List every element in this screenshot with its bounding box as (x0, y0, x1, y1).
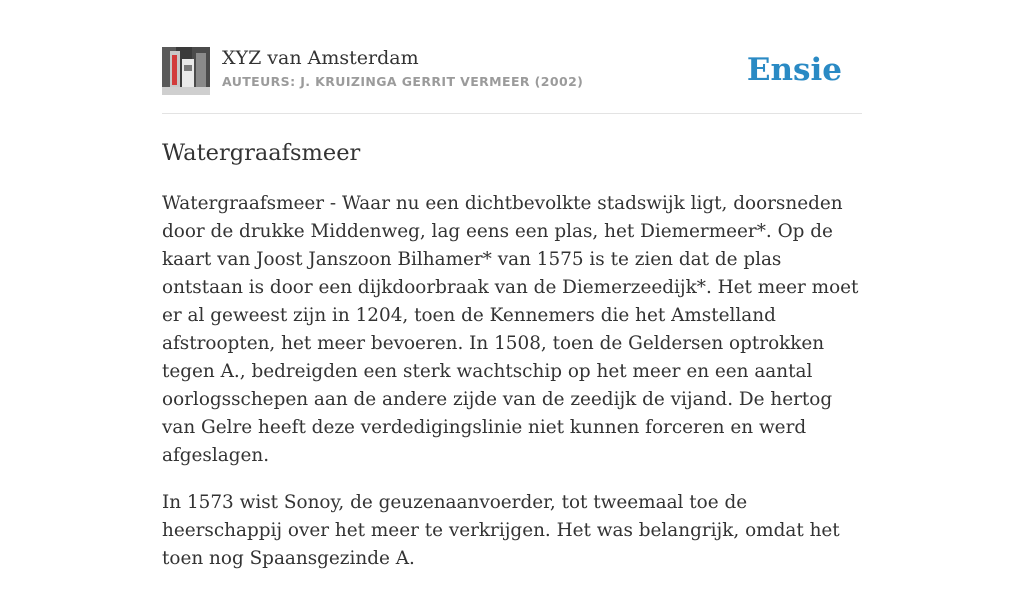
book-cover-thumbnail-icon[interactable] (162, 47, 210, 95)
article-paragraph: Watergraafsmeer - Waar nu een dichtbevolkte stadswijk ligt, doorsneden door de drukke Middenweg, lag eens een plas, het Diemermeer*. Op de kaart van Joost Janszoon Bilhamer* van 1575 is te zien dat de plas ontstaan is door een dijkdoorbraak van de Diemerzeedijk*. Het meer moet er al geweest zijn in 1204, toen de Kennemers die het Amstelland afstroopten, het meer bevoeren. In 1508, toen de Geldersen optrokken tegen A., bedreigden een sterk wachtschip op het meer en een aantal oorlogsschepen aan de andere zijde van de zeedijk de vijand. De hertog van Gelre heeft deze verdedigingslinie niet kunnen forceren en werd afgeslagen. (162, 193, 859, 466)
article-title: Watergraafsmeer (162, 140, 361, 166)
ensie-logo[interactable]: Ensie (746, 52, 842, 88)
article-paragraph: In 1573 wist Sonoy, de geuzenaanvoerder, tot tweemaal toe de heerschappij over het meer te verkrijgen. Het was belangrijk, omdat het toen nog Spaansgezinde A. (162, 492, 840, 569)
article-body (162, 190, 866, 592)
book-authors: AUTEURS: J. KRUIZINGA GERRIT VERMEER (2002) (222, 74, 584, 89)
book-title[interactable]: XYZ van Amsterdam (222, 47, 419, 69)
book-header (162, 46, 862, 114)
